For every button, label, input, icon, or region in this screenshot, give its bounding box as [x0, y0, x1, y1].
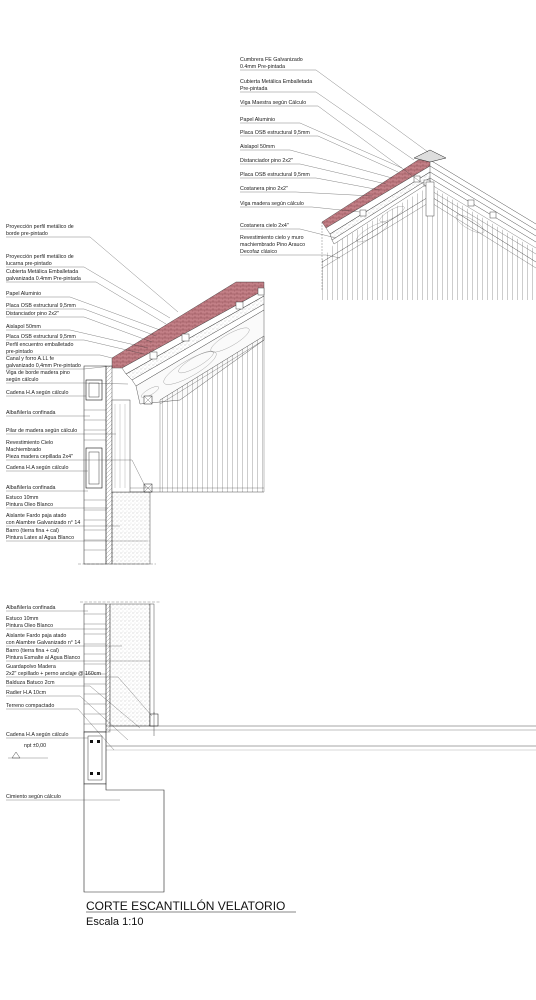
label-baldoza: Balduza Batuco 2cm: [6, 680, 55, 686]
label-pintura-latex: Pintura Latex al Agua Blanco: [6, 535, 75, 541]
label-npt: npt ±0,00: [24, 743, 47, 749]
label-osb-eave-2: Placa OSB estructural 9,5mm: [6, 334, 76, 340]
label-cimiento: Cimiento según cálculo: [6, 794, 61, 800]
eave-detail-drawing: [78, 282, 264, 564]
base-detail-drawing: [8, 602, 536, 892]
label-guardapolvo: Guardapolvo Madera: [6, 664, 56, 670]
label-proy-lucarna: Proyección perfil metálico de: [6, 254, 74, 260]
label-base-cadena: Cadena H.A según cálculo: [6, 732, 69, 738]
label-distanciador: Distanciador pino 2x2": [240, 158, 293, 164]
label-papel: Papel Aluminio: [240, 117, 276, 123]
label-perfil-encuentro: Perfil encuentro emballetado: [6, 342, 74, 348]
label-costanera-cielo: Costanera cielo 2x4": [240, 223, 289, 229]
label-base-pintura-oleo: Pintura Oleo Blanco: [6, 623, 54, 629]
label-aislante-fardo-2: con Alambre Galvanizado n° 14: [6, 520, 81, 526]
label-cubierta-2: Pre-pintada: [240, 86, 268, 92]
label-base-aislante-2: con Alambre Galvanizado n° 14: [6, 640, 81, 646]
label-revest-cielo-2: Machiembrado: [6, 447, 42, 453]
label-albanileria-1: Albañilería confinada: [6, 410, 56, 416]
label-cumbrera: Cumbrera FE Galvanizado: [240, 57, 303, 63]
label-estuco: Estuco 10mm: [6, 495, 39, 501]
label-revestimiento-2: machiembrado Pino Arauco: [240, 242, 306, 248]
label-perfil-encuentro-2: pre-pintado: [6, 349, 33, 355]
label-costanera: Costanera pino 2x2": [240, 186, 288, 192]
label-viga-maestra: Viga Maestra según Cálculo: [240, 100, 307, 106]
label-proy-borde-2: borde pre-pintado: [6, 231, 48, 237]
label-aislapol-eave: Aislapol 50mm: [6, 324, 41, 330]
label-base-barro: Barro (tierra fina + cal): [6, 648, 59, 654]
label-base-aislante: Aislante Fardo paja atado: [6, 633, 67, 639]
label-viga-borde-2: según cálculo: [6, 377, 39, 383]
label-canal: Canal y forro A.LL fe: [6, 356, 55, 362]
label-barro: Barro (tierra fina + cal): [6, 528, 59, 534]
label-viga-madera: Viga madera según cálculo: [240, 201, 304, 207]
label-revest-cielo: Revestimiento Cielo: [6, 440, 54, 446]
label-cumbrera-2: 0.4mm Pre-pintada: [240, 64, 286, 70]
label-osb-1: Placa OSB estructural 9,5mm: [240, 130, 310, 136]
label-pilar: Pilar de madera según cálculo: [6, 428, 78, 434]
drawing-title: CORTE ESCANTILLÓN VELATORIO: [86, 899, 286, 913]
label-revestimiento: Revestimiento cielo y muro: [240, 235, 304, 241]
label-canal-2: galvanizado 0,4mm Pre-pintado: [6, 363, 81, 369]
label-aislapol: Aislapol 50mm: [240, 144, 275, 150]
label-osb-eave-1: Placa OSB estructural 9,5mm: [6, 303, 76, 309]
label-distanciador-eave: Distanciador pino 2x2": [6, 311, 59, 317]
label-base-esmalte: Pintura Esmalte al Agua Blanco: [6, 655, 81, 661]
label-papel-eave: Papel Aluminio: [6, 291, 42, 297]
label-cubierta-eave: Cubierta Metálica Emballetada: [6, 269, 79, 275]
label-albanileria-2: Albañilería confinada: [6, 485, 56, 491]
label-cubierta-eave-2: galvanizada 0.4mm Pre-pintada: [6, 276, 81, 282]
label-pieza-madera: Pieza madera cepillada 2x4": [6, 454, 73, 460]
label-proy-lucarna-2: lucarna pre-pintado: [6, 261, 52, 267]
label-osb-2: Placa OSB estructural 9,5mm: [240, 172, 310, 178]
title-block: [86, 898, 296, 928]
label-viga-borde: Viga de borde madera pino: [6, 370, 70, 376]
label-guardapolvo-2: 2x2" cepillado + perno anclaje @ 160cm: [6, 671, 101, 677]
label-cubierta: Cubierta Metálica Emballetada: [240, 79, 313, 85]
label-revestimiento-3: Decofaz clásico: [240, 249, 278, 255]
label-base-estuco: Estuco 10mm: [6, 616, 39, 622]
label-aislante-fardo: Aislante Fardo paja atado: [6, 513, 67, 519]
label-proy-borde: Proyección perfil metálico de: [6, 224, 74, 230]
label-pintura-oleo: Pintura Oleo Blanco: [6, 502, 54, 508]
ridge-detail-drawing: [322, 150, 536, 300]
label-base-albanileria: Albañilería confinada: [6, 605, 56, 611]
label-cadena-eave-2: Cadena H.A según cálculo: [6, 465, 69, 471]
label-cadena-eave-1: Cadena H.A según cálculo: [6, 390, 69, 396]
label-radier: Radier H.A 10cm: [6, 690, 47, 696]
label-terreno: Terreno compactado: [6, 703, 55, 709]
drawing-scale: Escala 1:10: [86, 916, 144, 928]
